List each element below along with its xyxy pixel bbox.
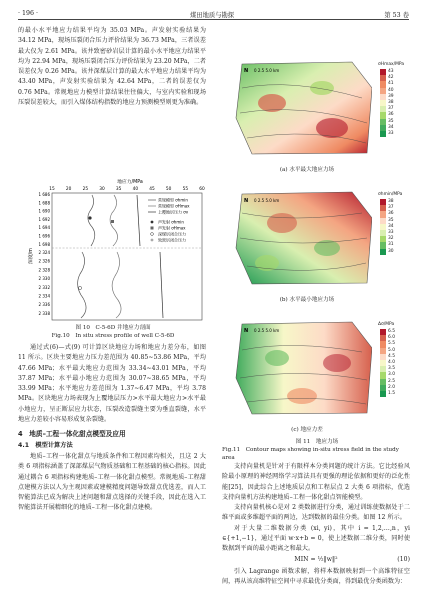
- legend-value: 2.5: [388, 378, 395, 384]
- paragraph: 地质–工程一体化甜点与地质条件和工程因素均相关，且这 2 大类 6 项指标涵盖了深部煤层气物质基础和工程基础的核心指标。因此通过耦合 6 项指标构建地质–工程一体化甜点模型。常规地质–工程甜点建模方法以人为主观因素或建模精度问题导致甜点优选差，而人工智能算法已成为解决上述问题和甜点选择的关键手段，因此在选入工智能算法开展精细化的地质–工程一体化甜点建模。: [18, 452, 206, 512]
- x-tick-label: 30: [99, 187, 105, 192]
- legend-value: 33: [388, 230, 394, 236]
- legend-value: 30: [388, 248, 394, 254]
- y-tick-label: 1 698: [38, 241, 50, 247]
- y-axis-title: 深度/m: [29, 248, 34, 264]
- x-tick-label: 50: [165, 187, 172, 192]
- legend-bottom: [151, 219, 187, 243]
- map-c: [232, 318, 372, 418]
- caption-en: Fig.10 In situ stress profile of well C-5-6D: [51, 333, 175, 339]
- map-b-caption: (b) 水平最小地应力场: [279, 297, 335, 303]
- left-column-bottom: [18, 343, 206, 514]
- legend-entry: [378, 391, 414, 397]
- paragraph: 对于大量二维数据分类 (xi, yi)，其中 i = 1,2,…,n，yi ∈{+1,−1}，通过平面 w·x+b = 0，使上述数据二维分类，同时使数据到平面的最小距离之和最大。: [222, 524, 410, 553]
- paragraph: 引入 Lagrange 函数求解，将样本数据映射到一个高维特征空间，再从该高维特征空间中寻求最优分类面，得到最优分类函数为：: [222, 567, 410, 585]
- legend-value: 35: [388, 118, 394, 124]
- y-tick-label: 1 694: [38, 225, 50, 231]
- legend-value: 40: [388, 87, 394, 93]
- paragraph: 支持向量机核心是对 2 类数据进行分类，通过训练使数据处于二维平面或多维超平面的两边，达到数据的最佳分类。如图 12 所示。: [222, 504, 410, 522]
- svg-text:致密层闭合压力: 致密层闭合压力: [158, 237, 186, 243]
- north-arrow-icon: N: [244, 68, 249, 74]
- svg-text:声发射 σhmin: 声发射 σhmin: [158, 219, 184, 225]
- scale-bar: 0 2.5 5.0 km: [254, 198, 280, 203]
- legend-value: 6.5: [388, 329, 395, 335]
- legend-value: 33: [388, 130, 394, 136]
- x-tick-label: 35: [115, 187, 122, 192]
- curve-hmin-lower: [78, 252, 86, 318]
- y-tick-label: 1 690: [38, 208, 50, 214]
- legend-value: 36: [388, 211, 394, 217]
- figure-10-caption: [18, 324, 208, 340]
- north-arrow-icon: N: [244, 198, 249, 204]
- north-arrow-icon: N: [244, 328, 249, 334]
- svg-text:上覆地层压力 σv: 上覆地层压力 σv: [158, 209, 189, 215]
- paragraph: 的最小水平地应力结果平均为 35.03 MPa。声发射实验结果为 34.12 MPa，现场压裂闭合压力评价结果为 36.73 MPa，三者误差最大仅为 2.61 MPa。该井致密砂岩层计算的最小水平地应力结果平均为 22.94 MPa，现场压裂闭合压力评价结果为 23.20 MPa，二者误差仅为 0.26 MPa。该井深煤层计算的最大水平地应力结果平均为 43.40 MPa，声发射实验结果为 42.64 MPa，二者的误差仅为 0.76 MPa。常规地应力模型计算结果往往偏大，与室内实验和现场压裂误差较大，而引入煤体结构指数的地应力预测模型则更为准确。: [18, 27, 206, 107]
- x-tick-label: 40: [132, 187, 139, 192]
- legend-value: 37: [388, 205, 394, 211]
- legend-value: 39: [388, 93, 394, 99]
- marker-hmin: [88, 216, 91, 219]
- x-tick-label: 45: [149, 187, 155, 192]
- y-tick-label: 1 688: [38, 200, 50, 206]
- legend-value: 37: [388, 106, 394, 112]
- y-tick-label: 2 330: [38, 276, 50, 282]
- map-a-caption: (a) 水平最大地应力场: [279, 167, 335, 173]
- formula: MIN = ½‖w‖²: [294, 555, 338, 563]
- equation-10: [222, 555, 410, 567]
- x-axis-title: 地应力/MPa: [117, 180, 143, 185]
- y-tick-label: 1 696: [38, 233, 50, 239]
- y-tick-label: 2 328: [38, 267, 50, 273]
- curve-sv-lower: [160, 252, 163, 318]
- map-a: [232, 58, 372, 158]
- curve-hmin-upper: [88, 195, 95, 246]
- figure-11-caption: [222, 438, 412, 462]
- map-b: [232, 188, 372, 288]
- svg-text:深煤层闭合压力: 深煤层闭合压力: [158, 231, 186, 237]
- y-tick-label: 2 324: [38, 250, 50, 255]
- legend-map-b: [378, 192, 414, 255]
- paragraph: 通过式(6)—式(9) 可计算区块地应力场和地应力差分布，如图 11 所示。区块主要地应力压力差范围为 40.85~53.86 MPa，平均 47.66 MPa；水平最大地应力范围为 33.34~43.01 MPa，平均 37.87 MPa；水平最小地应力范围为 30.07~38.65 MPa，平均 33.99 MPa；水平地应力差范围为 1.37~6.47 MPa，平均 3.78 MPa。区块地应力场表现为上覆地层压力>水平最大地应力>水平最小地应力，呈正断层应力状态，压裂改造裂缝主要为垂直裂缝，水平地应力差较小容易形成复杂裂缝。: [18, 344, 206, 424]
- legend-value: 6.0: [388, 335, 395, 341]
- legend-value: 5.0: [388, 347, 395, 353]
- legend-swatch: [380, 249, 386, 255]
- legend-value: 31: [388, 242, 394, 248]
- right-column-bottom: [222, 462, 410, 587]
- legend-value: 4.5: [388, 353, 395, 359]
- paragraph: 支持向量机是针对于有限样本分类问题的统计方法。它比经验风险最小原理的神经网络学习算法具有更强的理论依据和更好的泛化性能[25]，因此综合上述地质层点和工程层点 2 大类 6 项指标，优选支持向量机方法构建地质–工程一体化甜点智能模型。: [222, 463, 410, 501]
- scale-bar: 0 2.5 5.0 km: [254, 328, 280, 333]
- subsection-heading: 4.1 模型计算方法: [18, 441, 73, 449]
- legend-map-a: [378, 62, 414, 137]
- page-number: · 196 ·: [18, 10, 39, 17]
- svg-text:常规模型 σHmax: 常规模型 σHmax: [158, 203, 190, 209]
- legend-value: 38: [388, 100, 394, 106]
- caption-en: Fig.11 Contour maps showing in-situ stress field in the study area: [222, 447, 399, 461]
- volume-label: 第 53 卷: [384, 12, 409, 19]
- left-column-top: [18, 26, 206, 108]
- legend-value: 32: [388, 236, 394, 242]
- x-tick-label: 15: [49, 187, 55, 192]
- stress-profile-figure: [22, 178, 212, 324]
- legend-value: 41: [388, 81, 394, 87]
- y-tick-label: 1 692: [38, 216, 50, 222]
- legend-swatch: [380, 391, 386, 397]
- legend-top: [148, 197, 190, 215]
- x-tick-label: 20: [65, 187, 72, 192]
- legend-entry: [378, 249, 414, 255]
- legend-value: 34: [388, 223, 394, 229]
- x-tick-label: 60: [199, 187, 205, 192]
- y-tick-label: 2 332: [38, 284, 50, 290]
- y-tick-label: 2 334: [38, 293, 50, 299]
- y-tick-label: 1 686: [38, 192, 50, 197]
- legend-value: 2.0: [388, 384, 395, 390]
- legend-title: Δσ/MPa: [378, 322, 395, 327]
- legend-entry: [378, 131, 414, 137]
- legend-value: 34: [388, 124, 394, 130]
- legend-value: 5.5: [388, 341, 395, 347]
- marker-closure: [78, 286, 81, 289]
- scale-bar: 0 2.5 5.0 km: [254, 68, 280, 73]
- legend-value: 42: [388, 75, 394, 81]
- section-heading: 4 地质–工程一体化甜点模型及应用: [18, 430, 126, 439]
- legend-value: 1.5: [388, 390, 395, 396]
- legend-title: σhmin/MPa: [378, 192, 403, 197]
- x-tick-label: 55: [182, 187, 189, 192]
- svg-text:常规模型 σhmin: 常规模型 σhmin: [158, 197, 188, 203]
- marker-hmax: [111, 220, 114, 223]
- caption-cn: 图 11 地应力场: [295, 439, 339, 445]
- equation-number: (10): [397, 555, 410, 563]
- x-tick-label: 25: [82, 187, 89, 192]
- legend-map-c: [378, 322, 414, 397]
- caption-cn: 图 10 C-5-6D 井地应力剖面: [75, 325, 151, 331]
- legend-value: 38: [388, 199, 394, 205]
- curve-sv-upper: [137, 195, 140, 246]
- map-c-caption: (c) 地应力差: [291, 427, 323, 433]
- legend-swatch: [380, 131, 386, 137]
- legend-value: 43: [388, 69, 394, 75]
- running-header: [18, 9, 409, 20]
- legend-value: 36: [388, 112, 394, 118]
- legend-value: 3.0: [388, 372, 395, 378]
- y-tick-label: 2 336: [38, 302, 50, 308]
- journal-name: 煤田地质与勘探: [190, 12, 235, 19]
- y-tick-label: 2 326: [38, 258, 50, 264]
- legend-value: 35: [388, 217, 394, 223]
- svg-text:声发射 σHmax: 声发射 σHmax: [158, 225, 186, 231]
- y-tick-label: 2 338: [38, 310, 50, 316]
- legend-value: 4.0: [388, 360, 395, 366]
- legend-title: σHmax/MPa: [378, 62, 405, 67]
- curve-hmax-lower: [112, 252, 121, 318]
- legend-value: 3.5: [388, 366, 395, 372]
